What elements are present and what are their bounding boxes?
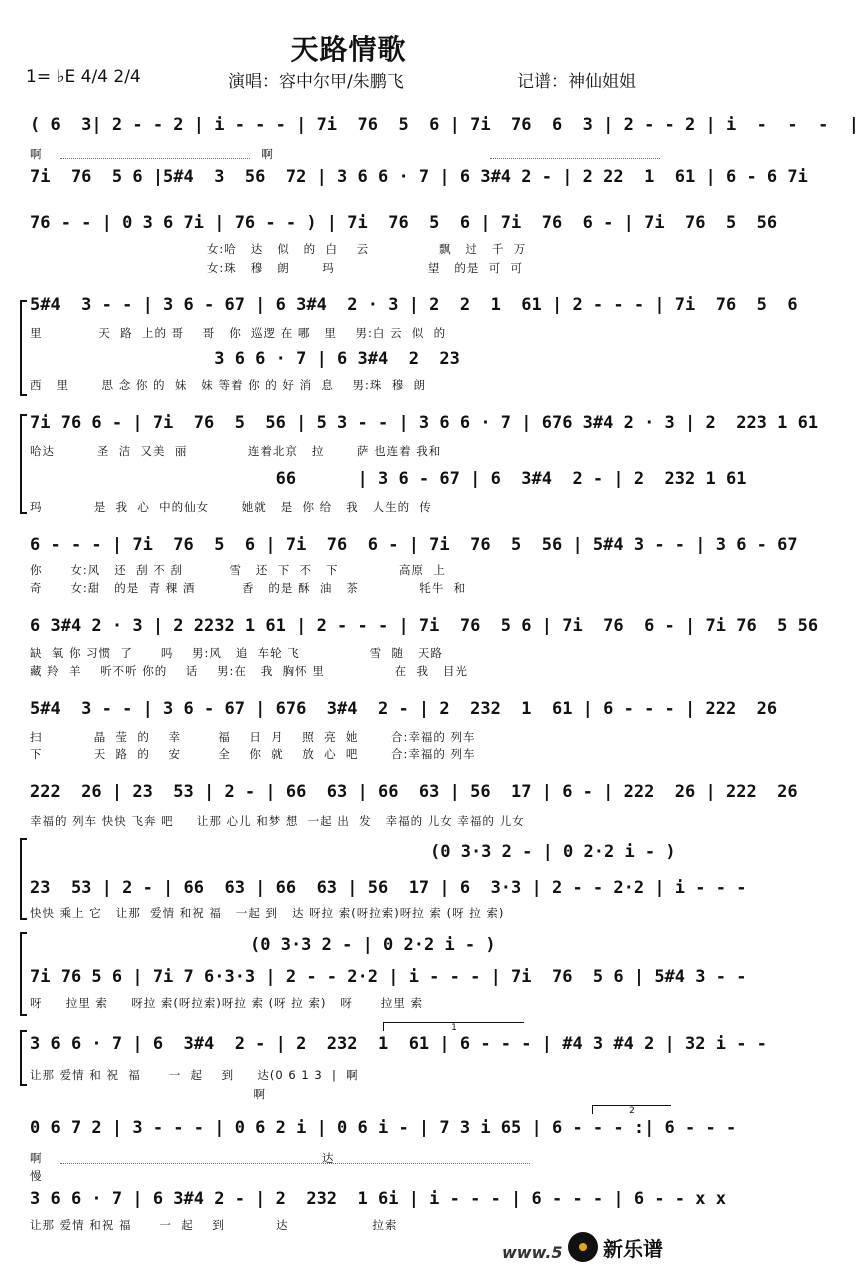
notation-line: 3 6 6 · 7 | 6 3#4 2 23 xyxy=(30,349,460,369)
notation-line: 76 - - | 0 3 6 7i | 76 - - ) | 7i 76 5 6 | 7i 76 6 - | 7i 76 5 56 xyxy=(30,213,778,233)
notation-line: 7i 76 5 6 | 7i 7 6·3·3 | 2 - - 2·2 | i - - - | 7i 76 5 6 | 5#4 3 - - xyxy=(30,967,747,987)
notation-line: 3 6 6 · 7 | 6 3#4 2 - | 2 232 1 6i | i - - - | 6 - - - | 6 - - x x xyxy=(30,1189,726,1209)
brand-logo xyxy=(568,1230,692,1264)
notation-line: 0 6 7 2 | 3 - - - | 0 6 2 i | 0 6 i - | 7 3 i 65 | 6 - - - :| 6 - - - xyxy=(30,1118,737,1138)
notation-line: 5#4 3 - - | 3 6 - 67 | 676 3#4 2 - | 2 232 1 61 | 6 - - - | 222 26 xyxy=(30,699,778,719)
lyric-line: 里 天 路 上的 哥 哥 你 巡逻 在 哪 里 男:白 云 似 的 xyxy=(30,326,447,340)
singer-credit: 演唱：容中尔甲/朱鹏飞 xyxy=(228,72,404,92)
notation-line: 66 | 3 6 - 67 | 6 3#4 2 - | 2 232 1 61 xyxy=(30,469,747,489)
lyric-line: 哈达 圣 洁 又美 丽 连着北京 拉 萨 也连着 我和 xyxy=(30,444,442,458)
notation-line: 7i 76 6 - | 7i 76 5 56 | 5 3 - - | 3 6 6 · 7 | 676 3#4 2 · 3 | 2 223 1 61 xyxy=(30,413,819,433)
melisma-dotted-line xyxy=(60,157,250,159)
first-ending-bracket xyxy=(383,1022,524,1031)
brand-name: 新乐谱 xyxy=(603,1236,663,1261)
lyric-line: 玛 是 我 心 中的仙女 她就 是 你 给 我 人生的 传 xyxy=(30,500,432,514)
first-ending-label: 1 xyxy=(451,1023,457,1033)
lyric-line: 啊 xyxy=(30,1087,266,1101)
key-signature: 1= ♭E 4/4 2/4 xyxy=(26,67,141,87)
lyric-line: 下 天 路 的 安 全 你 就 放 心 吧 合:幸福的 列车 xyxy=(30,747,476,761)
record-disc-icon xyxy=(568,1232,598,1262)
notation-line: 6 3#4 2 · 3 | 2 2232 1 61 | 2 - - - | 7i 76 5 6 | 7i 76 6 - | 7i 76 5 56 xyxy=(30,616,819,636)
second-ending-label: 2 xyxy=(629,1106,635,1116)
notation-line: 3 6 6 · 7 | 6 3#4 2 - | 2 232 1 61 | 6 - - - | #4 3 #4 2 | 32 i - - xyxy=(30,1034,767,1054)
watermark-url: www.5 xyxy=(502,1243,563,1262)
lyric-line: 你 女:风 还 刮 不 刮 雪 还 下 不 下 高原 上 xyxy=(30,563,446,577)
lyric-line: 幸福的 列车 快快 飞奔 吧 让那 心儿 和梦 想 一起 出 发 幸福的 儿女 幸福的 儿女 xyxy=(30,814,525,828)
lyric-line: 快快 乘上 它 让那 爱情 和祝 福 一起 到 达 呀拉 索(呀拉索)呀拉 索 (呀 拉 索) xyxy=(30,906,505,920)
lyric-line: 女:哈 达 似 的 白 云 飘 过 千 万 xyxy=(30,242,527,256)
song-title: 天路情歌 xyxy=(290,33,407,66)
lyric-line: 西 里 思 念 你 的 妹 妹 等着 你 的 好 消 息 男:珠 穆 朗 xyxy=(30,378,427,392)
lyric-line: 啊 啊 xyxy=(30,147,274,161)
notation-line: ( 6 3| 2 - - 2 | i - - - | 7i 76 5 6 | 7i 76 6 3 | 2 - - 2 | i - - - | xyxy=(30,115,859,135)
system-bracket xyxy=(20,838,27,920)
lyric-line: 扫 晶 莹 的 幸 福 日 月 照 亮 她 合:幸福的 列车 xyxy=(30,730,476,744)
lyric-line: 奇 女:甜 的是 青 稞 酒 香 的是 酥 油 茶 牦牛 和 xyxy=(30,581,467,595)
lyric-line: 缺 氧 你 习惯 了 吗 男:风 追 车轮 飞 雪 随 天路 xyxy=(30,646,443,660)
notation-line: (0 3·3 2 - | 0 2·2 i - ) xyxy=(250,935,496,955)
system-bracket xyxy=(20,414,27,514)
lyric-line: 啊 达 xyxy=(30,1151,335,1165)
notation-line: (0 3·3 2 - | 0 2·2 i - ) xyxy=(430,842,676,862)
lyric-line: 呀 拉里 索 呀拉 索(呀拉索)呀拉 索 (呀 拉 索) 呀 拉里 索 xyxy=(30,996,423,1010)
melisma-dotted-line xyxy=(490,157,660,159)
notation-line: 7i 76 5 6 |5#4 3 56 72 | 3 6 6 · 7 | 6 3#4 2 - | 2 22 1 61 | 6 - 6 7i xyxy=(30,167,808,187)
second-ending-bracket xyxy=(592,1105,671,1114)
notation-line: 5#4 3 - - | 3 6 - 67 | 6 3#4 2 · 3 | 2 2 1 61 | 2 - - - | 7i 76 5 6 xyxy=(30,295,798,315)
lyric-line: 慢 xyxy=(30,1169,43,1183)
system-bracket xyxy=(20,1030,27,1086)
lyric-line: 女:珠 穆 朗 玛 望 的是 可 可 xyxy=(30,261,524,275)
lyric-line: 藏 羚 羊 听不听 你的 话 男:在 我 胸怀 里 在 我 目光 xyxy=(30,664,468,678)
notation-line: 23 53 | 2 - | 66 63 | 66 63 | 56 17 | 6 3·3 | 2 - - 2·2 | i - - - xyxy=(30,878,747,898)
notator-credit: 记谱：神仙姐姐 xyxy=(517,72,636,92)
lyric-line: 让那 爱情 和 祝 福 一 起 到 达(0 6 1 3 | 啊 xyxy=(30,1068,359,1082)
system-bracket xyxy=(20,300,27,396)
notation-line: 222 26 | 23 53 | 2 - | 66 63 | 66 63 | 56 17 | 6 - | 222 26 | 222 26 xyxy=(30,782,798,802)
system-bracket xyxy=(20,932,27,1016)
lyric-line: 让那 爱情 和祝 福 一 起 到 达 拉索 xyxy=(30,1218,398,1232)
notation-line: 6 - - - | 7i 76 5 6 | 7i 76 6 - | 7i 76 5 56 | 5#4 3 - - | 3 6 - 67 xyxy=(30,535,798,555)
